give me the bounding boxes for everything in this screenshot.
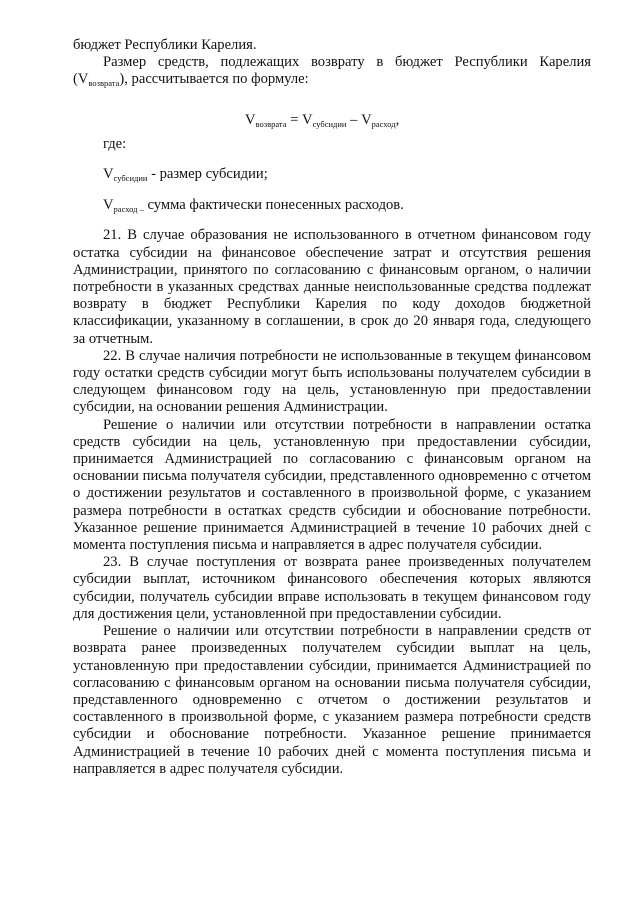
paragraph-23: 23. В случае поступления от возврата ранее произведенных получателем субсидии выплат, источником финансового обеспечения которых являются субсидии, получатель субсидии вправе использовать в текущем финансовом году для достижения цели, установленной при предоставлении субсидии. [73, 554, 591, 622]
definition-expense-v: V [103, 197, 114, 214]
definition-subsidy-sub: субсидии [113, 173, 148, 184]
where-label: где: [103, 135, 127, 152]
document-body [73, 37, 591, 778]
definition-expense [73, 197, 591, 215]
paragraph-return-size-tail: ), рассчитывается по формуле: [119, 71, 309, 88]
paragraph-22: 22. В случае наличия потребности не использованные в текущем финансовом году остатки средств субсидии могут быть использованы получателем субсидии в следующем финансовом году на цель, установленную при предоставлении субсидии, на основании решения Администрации. [73, 347, 591, 416]
definition-subsidy-text: - размер субсидии; [147, 166, 268, 183]
paragraph-23-decision: Решение о наличии или отсутствии потребности в направлении средств от возврата ранее произведенных получателем субсидии выплат на цель, установленную при предоставлении субсидии, принимается Администрацией по согласованию с финансовым органом на основании письма получателя субсидии, представленного одновременно с отчетом о достижении результатов и составленного в произвольной форме, с указанием размера потребности средств субсидии и обоснование потребности. Указанное решение принимается Администрацией в течение 10 рабочих дней с момента поступления письма и направляется в адрес получателя субсидии. [73, 623, 591, 777]
subscript-return: возврата [88, 78, 120, 89]
definition-expense-text: сумма фактически понесенных расходов. [143, 197, 404, 214]
formula-sub-subsidy: субсидии [312, 118, 347, 129]
formula-sub-expense: расход [371, 118, 396, 129]
paragraph-return-size [73, 54, 591, 89]
paragraph-return-size-paren-open: (V [73, 71, 89, 88]
formula-minus-v: – V [346, 111, 372, 128]
formula-v-return: V [245, 111, 256, 128]
formula-end: , [395, 111, 400, 128]
definition-expense-sub: расход – [113, 204, 144, 215]
formula-sub-return: возврата [255, 118, 287, 129]
paragraph-21: 21. В случае образования не использованного в отчетном финансовом году остатка субсидии на финансовое обеспечение затрат и отсутствия решения Администрации, принятого по согласованию с финансовым органом, о наличии потребности в указанных средствах данные неиспользованные средства подлежат возврату в бюджет Республики Карелия по коду доходов бюджетной классификации, указанному в соглашении, в срок до 20 января года, следующего за отчетным. [73, 227, 591, 347]
definition-subsidy-v: V [103, 166, 114, 183]
text-line-top: бюджет Республики Карелия. [73, 37, 257, 53]
formula-equals-v: = V [286, 111, 313, 128]
definition-subsidy [73, 166, 591, 184]
paragraph-return-size-text: Размер средств, подлежащих возврату в бюджет Республики Карелия [103, 54, 591, 71]
formula [73, 112, 591, 130]
paragraph-22-decision: Решение о наличии или отсутствии потребности в направлении остатка средств субсидии на цель, установленную при предоставлении субсидии, принимается Администрацией по согласованию с финансовым органом на основании письма получателя субсидии, представленного одновременно с отчетом о достижении результатов и составленного в произвольной форме, с указанием размера потребности в остатках средств субсидии и обоснование потребности. Указанное решение принимается Администрацией в течение 10 рабочих дней с момента поступления письма и направляется в адрес получателя субсидии. [73, 416, 591, 554]
